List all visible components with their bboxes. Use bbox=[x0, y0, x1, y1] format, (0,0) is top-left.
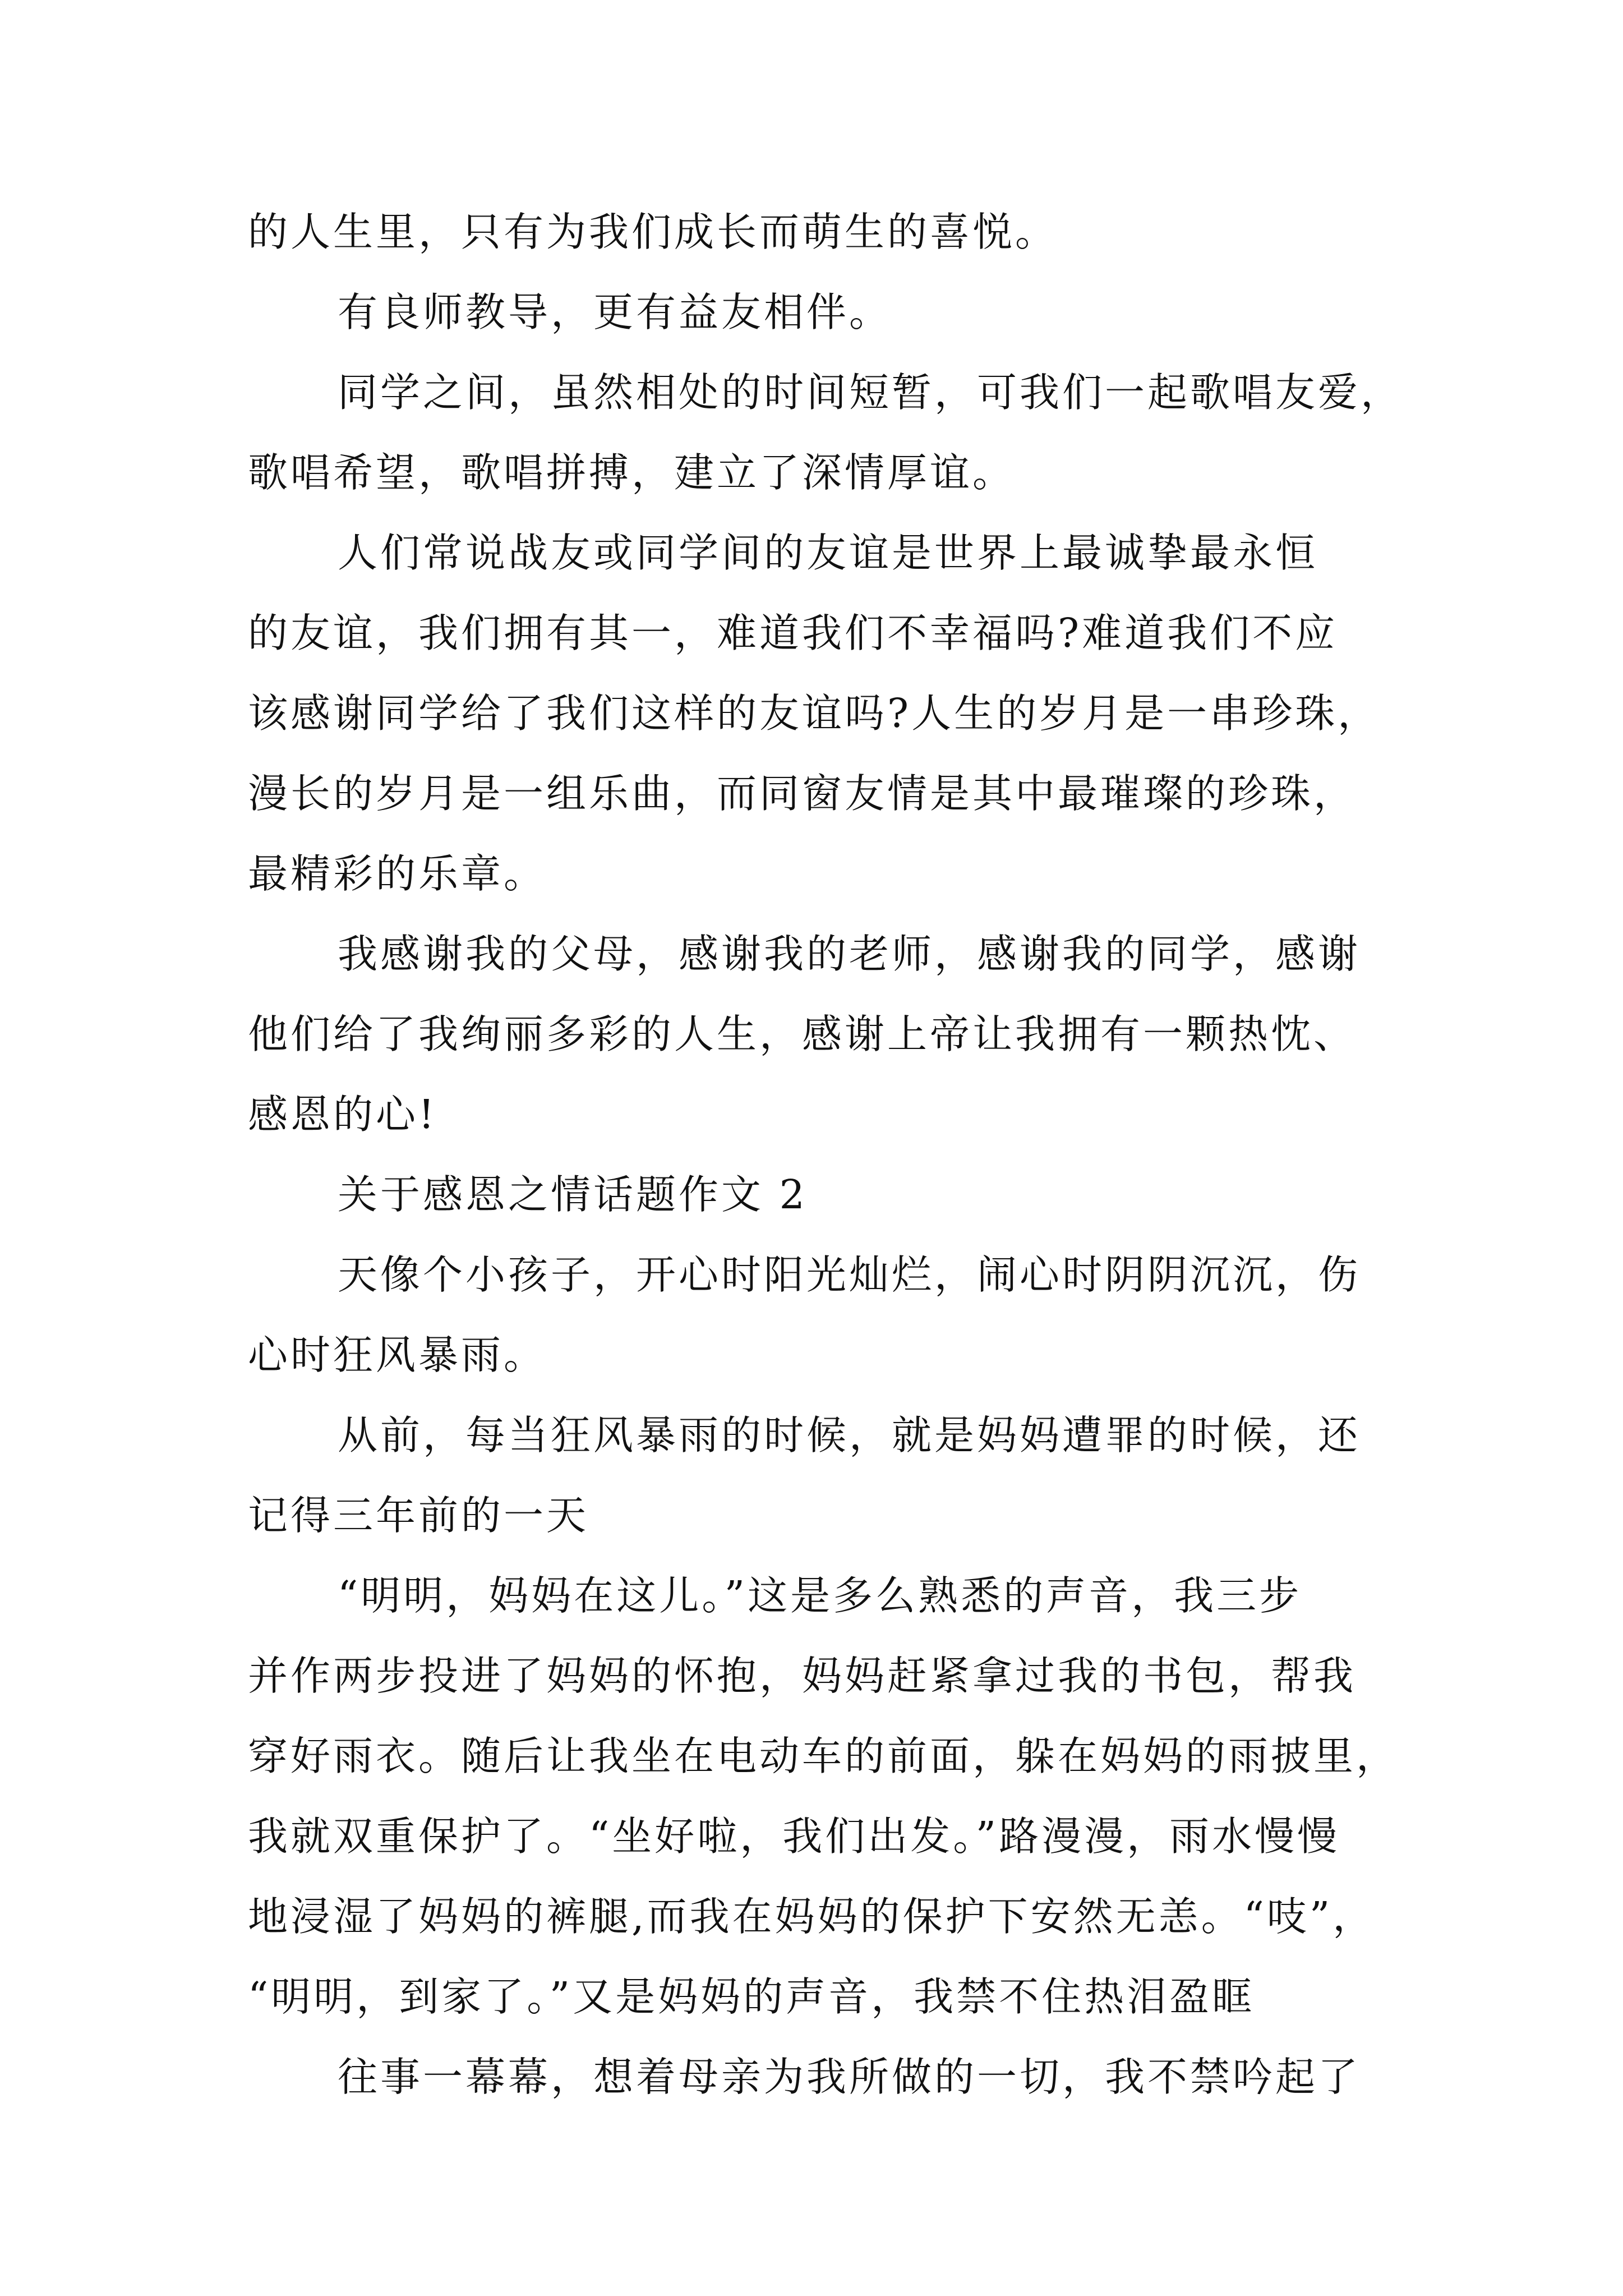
text-line: 歌唱希望，歌唱拼搏，建立了深情厚谊。 bbox=[248, 449, 1016, 496]
text-line: “明明，妈妈在这儿。”这是多么熟悉的声音，我三步 bbox=[338, 1572, 1302, 1619]
text-line: 从前，每当狂风暴雨的时候，就是妈妈遭罪的时候，还 bbox=[338, 1412, 1361, 1458]
text-line: 关于感恩之情话题作文 2 bbox=[338, 1171, 808, 1218]
text-line: 的友谊，我们拥有其一，难道我们不幸福吗?难道我们不应 bbox=[248, 610, 1338, 656]
text-line: “明明，到家了。”又是妈妈的声音，我禁不住热泪盈眶 bbox=[248, 1973, 1255, 2020]
paragraph bbox=[248, 352, 1431, 513]
paragraph bbox=[248, 1556, 1431, 2037]
text-line: 地浸湿了妈妈的裤腿,而我在妈妈的保护下安然无恙。“吱”， bbox=[248, 1893, 1376, 1940]
text-line: 天像个小孩子，开心时阳光灿烂，闹心时阴阴沉沉，伤 bbox=[338, 1251, 1361, 1298]
text-line: 最精彩的乐章。 bbox=[248, 850, 547, 897]
paragraph bbox=[248, 513, 1431, 914]
paragraph bbox=[248, 2037, 1431, 2117]
paragraph bbox=[248, 272, 1431, 352]
text-line: 有良师教导，更有益友相伴。 bbox=[338, 289, 892, 335]
text-line: 记得三年前的一天 bbox=[248, 1492, 589, 1539]
text-line: 漫长的岁月是一组乐曲，而同窗友情是其中最璀璨的珍珠， bbox=[248, 770, 1357, 817]
section-heading bbox=[248, 1154, 1431, 1235]
text-line: 往事一幕幕，想着母亲为我所做的一切，我不禁吟起了 bbox=[338, 2054, 1361, 2100]
text-line: 并作两步投进了妈妈的怀抱，妈妈赶紧拿过我的书包，帮我 bbox=[248, 1653, 1357, 1699]
text-line: 我感谢我的父母，感谢我的老师，感谢我的同学，感谢 bbox=[338, 931, 1361, 977]
paragraph bbox=[248, 1395, 1431, 1556]
text-line: 我就双重保护了。“坐好啦，我们出发。”路漫漫，雨水慢慢 bbox=[248, 1813, 1340, 1860]
text-line: 该感谢同学给了我们这样的友谊吗?人生的岁月是一串珍珠， bbox=[248, 690, 1381, 737]
text-line: 同学之间，虽然相处的时间短暂，可我们一起歌唱友爱， bbox=[338, 369, 1404, 416]
paragraph bbox=[248, 914, 1431, 1154]
paragraph bbox=[248, 192, 1431, 272]
text-line: 他们给了我绚丽多彩的人生，感谢上帝让我拥有一颗热忱、 bbox=[248, 1011, 1357, 1057]
text-line: 感恩的心! bbox=[248, 1091, 437, 1138]
text-line: 人们常说战友或同学间的友谊是世界上最诚挚最永恒 bbox=[338, 530, 1318, 576]
text-line: 心时狂风暴雨。 bbox=[248, 1332, 547, 1378]
text-line: 的人生里，只有为我们成长而萌生的喜悦。 bbox=[248, 209, 1058, 255]
paragraph bbox=[248, 1235, 1431, 1395]
document-body bbox=[248, 192, 1431, 2117]
text-line: 穿好雨衣。随后让我坐在电动车的前面，躲在妈妈的雨披里， bbox=[248, 1733, 1399, 1779]
